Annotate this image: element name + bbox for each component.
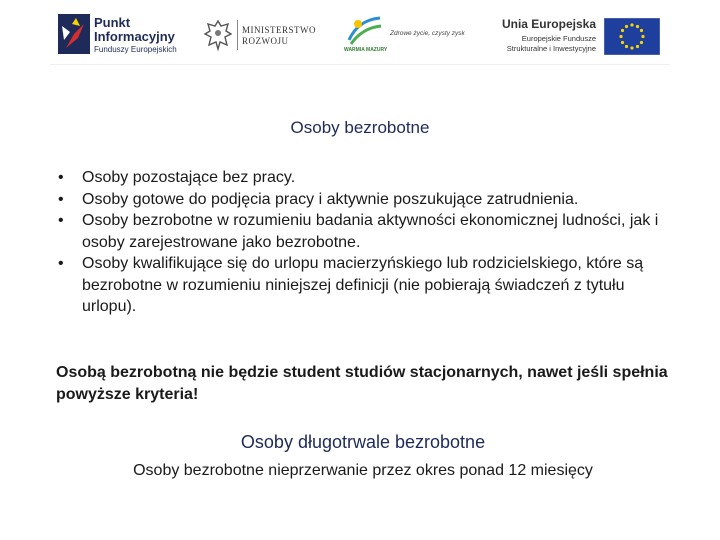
page-title: Osoby bezrobotne xyxy=(290,118,430,137)
list-item xyxy=(58,253,678,318)
list-item-text: Osoby bezrobotne w rozumieniu badania aktywności ekonomicznej ludności, jak i osoby zarejestrowane jako bezrobotne. xyxy=(82,212,659,251)
bullet-icon: • xyxy=(58,255,64,272)
pife-line3: Funduszy Europejskich xyxy=(94,45,177,54)
list-item-text: Osoby kwalifikujące się do urlopu macierzyńskiego lub rodzicielskiego, które są bezrobotne w rozumieniu niniejszej definicji (nie pobierają świadczeń z tytułu urlopu). xyxy=(82,255,644,315)
student-note: Osobą bezrobotną nie będzie student studiów stacjonarnych, nawet jeśli spełnia powyższe kryteria! xyxy=(56,364,668,403)
section-subtitle: Osoby długotrwale bezrobotne xyxy=(240,432,486,452)
ministry-line2: ROZWOJU xyxy=(242,36,289,46)
wm-name: WARMIA MAZURY xyxy=(344,47,388,53)
logo-unia-europejska xyxy=(480,6,668,64)
pife-line1: Punkt xyxy=(94,15,131,30)
eu-flag-icon xyxy=(604,18,660,55)
list-item-text: Osoby gotowe do podjęcia pracy i aktywnie poszukujące zatrudnienia. xyxy=(82,190,579,208)
eagle-emblem-icon xyxy=(204,18,232,52)
list-item xyxy=(58,167,678,189)
logo-warmia-mazury xyxy=(342,6,472,64)
logo-ministerstwo-rozwoju xyxy=(200,6,325,64)
bullet-icon: • xyxy=(58,169,64,186)
bullet-icon: • xyxy=(58,212,64,229)
eu-line2: Europejskie Fundusze xyxy=(521,34,596,43)
warmia-mazury-icon xyxy=(346,14,384,48)
ministry-line1: MINISTERSTWO xyxy=(242,25,316,35)
wm-slogan: Zdrowe życie, czysty zysk xyxy=(390,30,465,37)
list-item xyxy=(58,210,678,253)
section-subtext: Osoby bezrobotne nieprzerwanie przez okres ponad 12 miesięcy xyxy=(133,462,593,479)
pife-star-icon xyxy=(58,14,90,54)
bullet-icon: • xyxy=(58,190,64,208)
ministry-separator xyxy=(237,20,238,50)
logo-bar xyxy=(50,6,670,65)
list-item-text: Osoby pozostające bez pracy. xyxy=(82,169,296,186)
eu-line1: Unia Europejska xyxy=(501,17,596,31)
list-item xyxy=(58,189,678,211)
eu-line3: Strukturalne i Inwestycyjne xyxy=(506,44,596,53)
logo-punkt-informacyjny xyxy=(58,6,193,64)
criteria-list xyxy=(58,167,678,318)
pife-line2: Informacyjny xyxy=(94,29,175,44)
